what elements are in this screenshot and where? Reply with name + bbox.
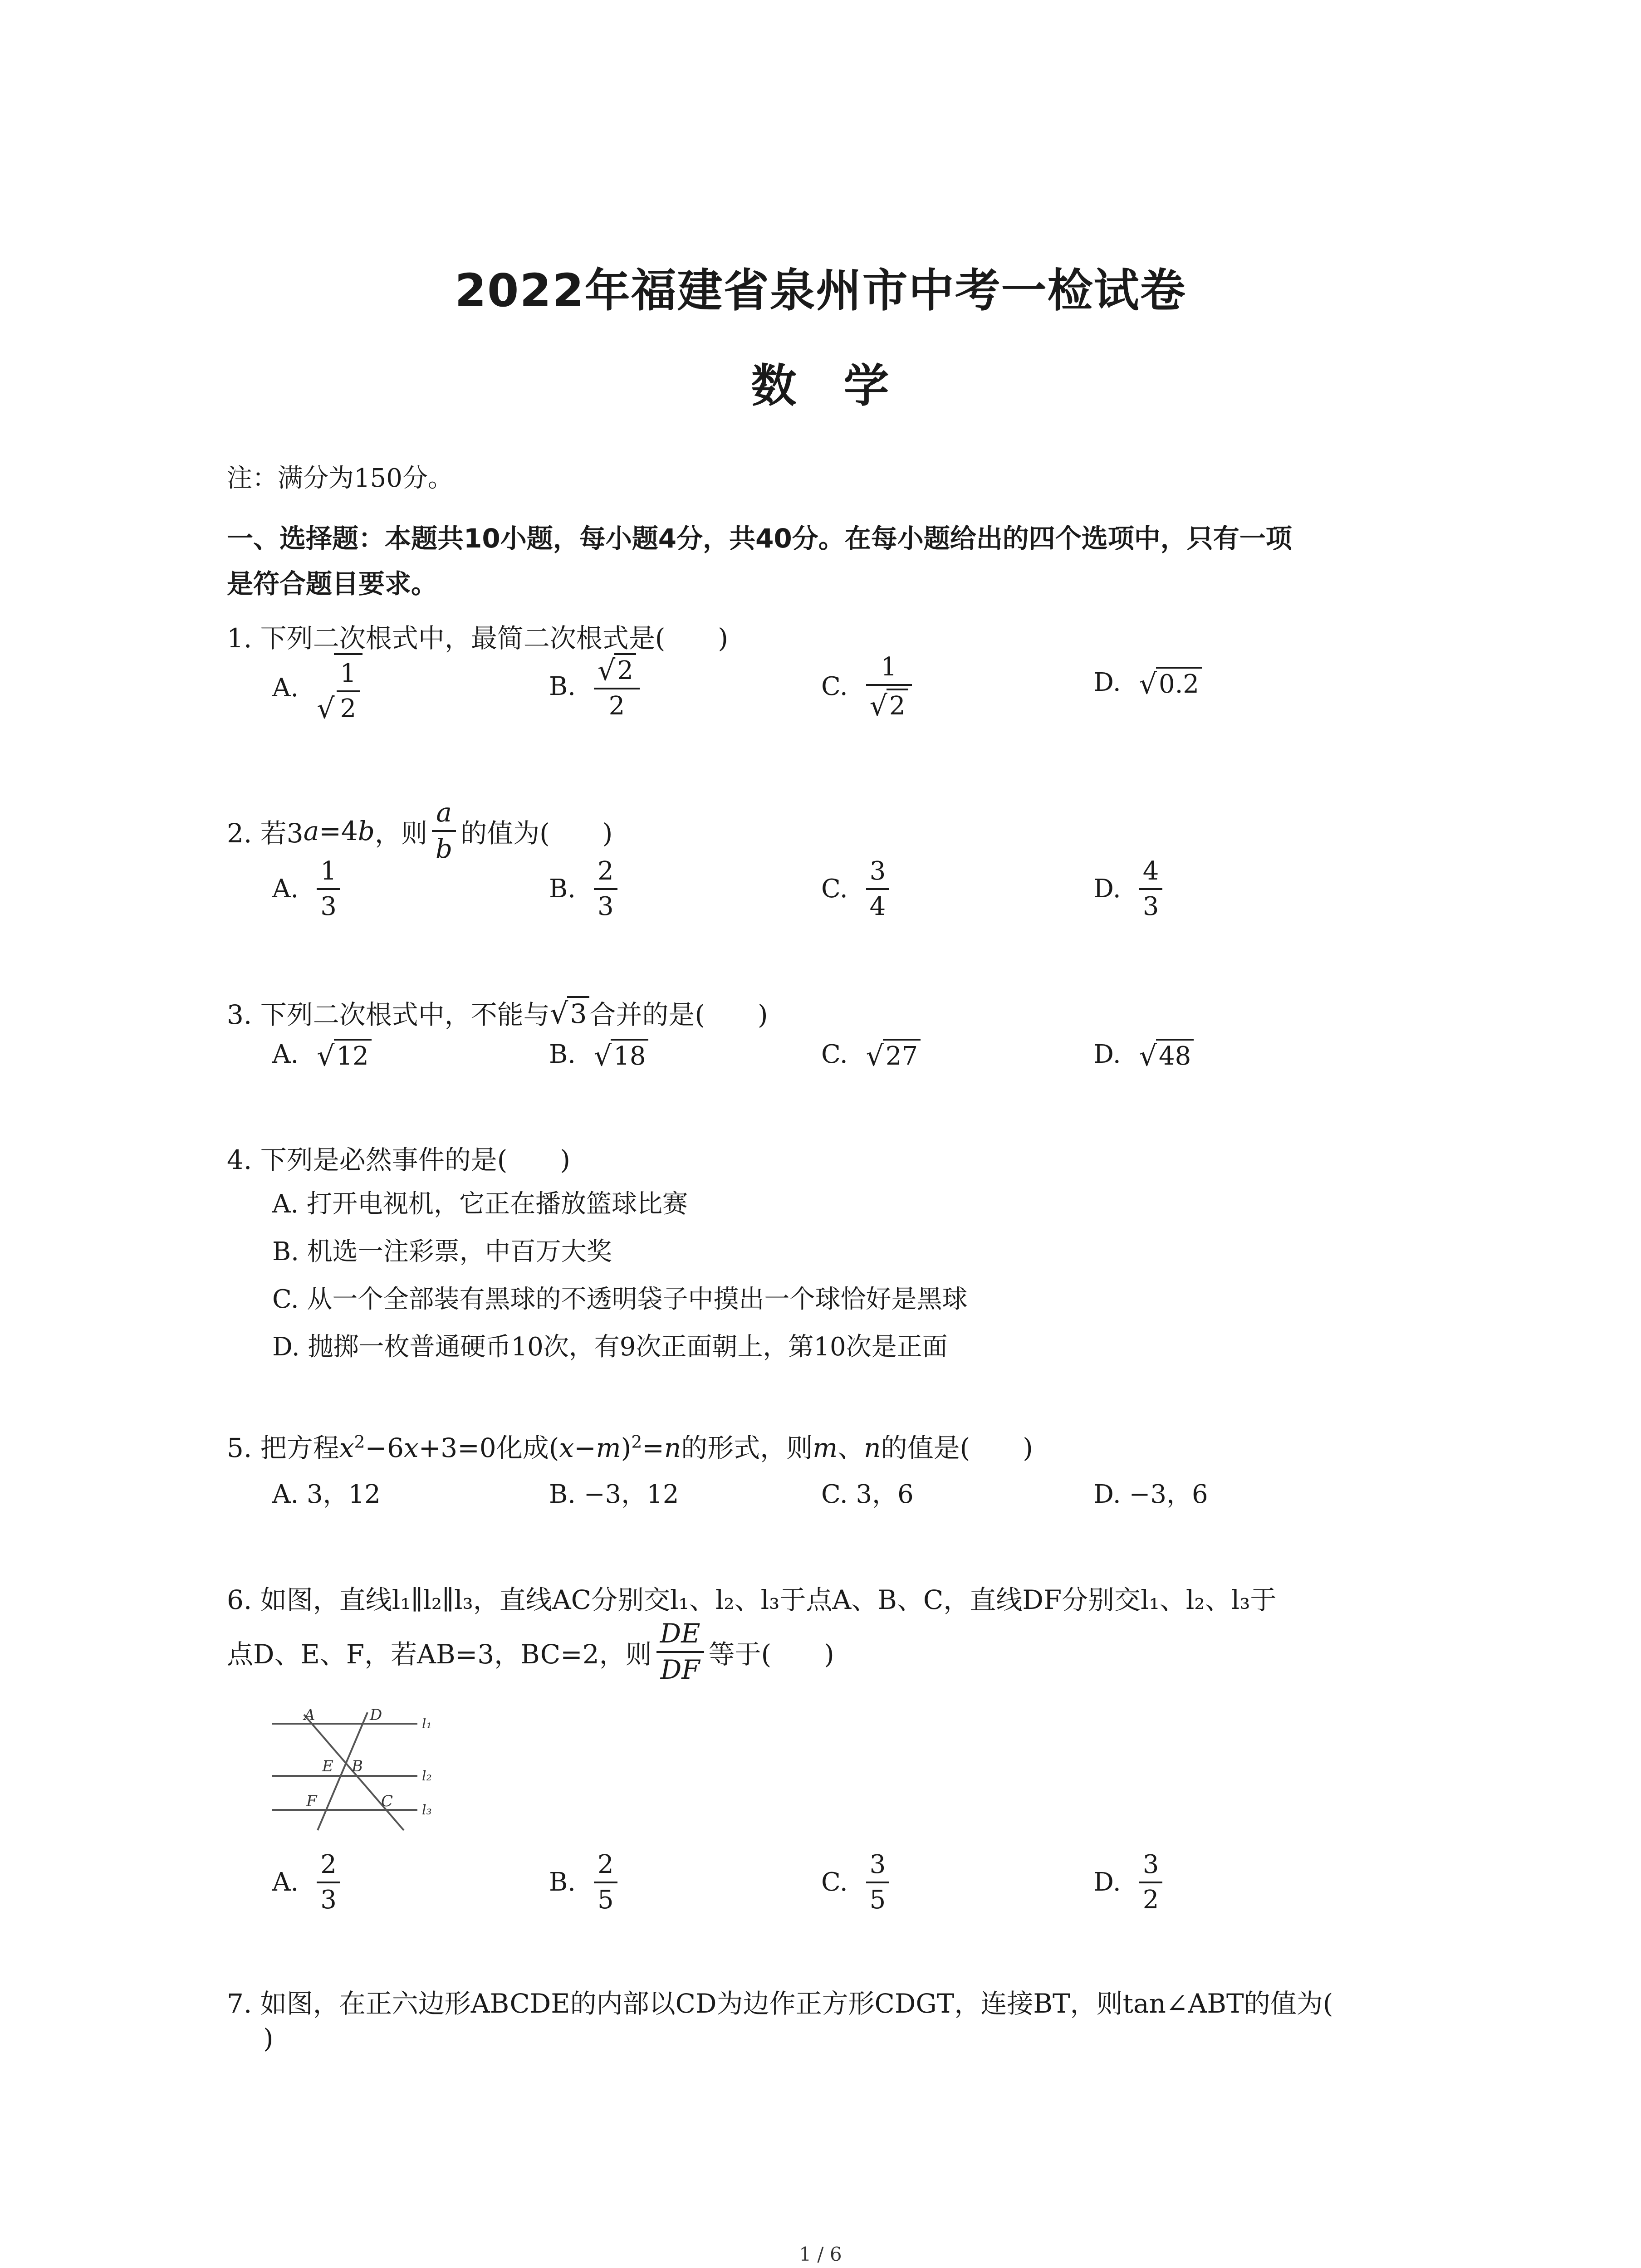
q6-option-d	[1093, 1851, 1167, 1914]
q4-stem: 4. 下列是必然事件的是( )	[227, 1144, 571, 1175]
fraction-denominator: 5	[869, 1885, 886, 1915]
option-label: C.	[821, 1040, 848, 1070]
label-C: C	[381, 1792, 393, 1810]
option-label: B.	[549, 672, 576, 702]
fraction-denominator: 2	[1142, 1885, 1159, 1915]
term-text: 的形式，则	[681, 1432, 813, 1463]
q2-option-d	[1093, 857, 1167, 920]
option-label: B.	[549, 1040, 576, 1070]
q5-option-c: C. 3，6	[821, 1480, 914, 1509]
radicand: 12	[334, 1039, 372, 1070]
q1-option-b	[549, 653, 644, 720]
fraction-denominator: 3	[597, 891, 614, 921]
variable: x	[403, 1432, 419, 1463]
fraction-numerator: a	[436, 797, 452, 828]
fraction-denominator: 5	[597, 1885, 614, 1915]
q3-stem-prefix: 3. 下列二次根式中，不能与	[227, 999, 550, 1030]
paren: )	[621, 1432, 632, 1463]
fraction: 1 √ 2	[866, 653, 912, 720]
q7-line2: )	[263, 2023, 274, 2054]
label-l2: l₂	[422, 1768, 432, 1784]
variable: x	[559, 1432, 574, 1463]
variable: m	[813, 1432, 838, 1463]
fraction-numerator: 1	[340, 659, 357, 688]
label-D: D	[370, 1706, 382, 1724]
q2-stem-suffix: 的值为( )	[460, 817, 613, 849]
q4-option-c: C. 从一个全部装有黑球的不透明袋子中摸出一个球恰好是黑球	[272, 1285, 968, 1314]
fraction-denominator: 4	[869, 891, 886, 921]
label-l1: l₁	[422, 1716, 432, 1732]
exponent: 2	[631, 1432, 642, 1452]
term-text: −6	[365, 1432, 404, 1463]
radicand: 2	[887, 689, 908, 720]
fraction-numerator: 3	[869, 856, 886, 886]
section-heading-line2: 是符合题目要求。	[227, 568, 438, 599]
page-subtitle: 数 学	[751, 359, 890, 412]
q6-line2	[227, 1619, 834, 1685]
q1-stem: 1. 下列二次根式中，最简二次根式是( )	[227, 623, 729, 654]
q6-option-c	[821, 1851, 894, 1914]
option-label: A.	[272, 1040, 299, 1070]
page-number: 1 / 6	[799, 2243, 842, 2265]
label-B: B	[352, 1757, 363, 1775]
q5-stem-prefix: 5. 把方程	[227, 1432, 339, 1463]
variable: b	[358, 815, 375, 846]
page-title: 2022年福建省泉州市中考一检试卷	[455, 264, 1186, 317]
fraction-denominator: 3	[320, 891, 337, 921]
q1-option-a	[272, 653, 362, 723]
q3-stem-suffix: 合并的是( )	[589, 999, 768, 1030]
variable: n	[864, 1432, 881, 1463]
equals-text: =4	[319, 815, 358, 846]
q4-option-a: A. 打开电视机，它正在播放篮球比赛	[272, 1189, 688, 1219]
q6-line2-prefix: 点D、E、F，若AB=3，BC=2，则	[227, 1638, 652, 1670]
q6-line2-suffix: 等于( )	[708, 1638, 834, 1670]
q3-option-c: C. √ 27	[821, 1039, 921, 1070]
q4-option-d: D. 抛掷一枚普通硬币10次，有9次正面朝上，第10次是正面	[272, 1332, 948, 1362]
variable: n	[664, 1432, 681, 1463]
fraction-numerator: 1	[320, 856, 337, 886]
q1-option-d: D. √ 0.2	[1093, 667, 1202, 699]
q5-stem	[227, 1427, 1033, 1465]
q2-option-c	[821, 857, 894, 920]
radicand: 3	[567, 996, 589, 1029]
fraction-numerator: 2	[320, 1850, 337, 1879]
fraction-numerator: 3	[1142, 1850, 1159, 1879]
fraction-denominator: 2	[340, 694, 357, 723]
fraction: √ 2 2	[594, 653, 640, 720]
label-F: F	[306, 1792, 317, 1810]
q2-stem	[227, 798, 612, 864]
exponent: 2	[354, 1432, 365, 1452]
option-label: B.	[549, 1867, 576, 1897]
fraction-numerator: 1	[881, 652, 897, 682]
label-l3: l₃	[422, 1802, 432, 1818]
fraction-denominator: 3	[1142, 891, 1159, 921]
q4-option-b: B. 机选一注彩票，中百万大奖	[272, 1237, 612, 1266]
label-A: A	[304, 1706, 315, 1724]
fraction-denominator: 3	[320, 1885, 337, 1915]
separator-text: 、	[838, 1432, 864, 1463]
parallel-lines-figure	[268, 1706, 458, 1837]
radicand: 27	[883, 1039, 921, 1070]
label-E: E	[322, 1757, 333, 1775]
section-heading-line1: 一、选择题：本题共10小题，每小题4分，共40分。在每小题给出的四个选项中，只有一项	[227, 523, 1292, 554]
fraction-numerator: 2	[597, 856, 614, 886]
q5-option-d: D. −3，6	[1093, 1480, 1208, 1509]
option-label: C.	[821, 1867, 848, 1897]
option-label: B.	[549, 874, 576, 904]
sqrt-expression: √ $\frac{1}{2}$	[317, 653, 362, 723]
fraction	[656, 1619, 704, 1685]
q3-stem: 3. 下列二次根式中，不能与 √ 3 合并的是( )	[227, 993, 768, 1031]
radicand: 0.2	[1156, 667, 1202, 699]
fraction-numerator: 4	[1142, 856, 1159, 886]
radicand: 18	[611, 1039, 648, 1070]
q6-option-b	[549, 1851, 622, 1914]
q6-option-a	[272, 1851, 345, 1914]
q7-line1: 7. 如图，在正六边形ABCDE的内部以CD为边作正方形CDGT，连接BT，则tan∠ABT的值为(	[227, 1988, 1333, 2019]
q6-line1: 6. 如图，直线l₁∥l₂∥l₃，直线AC分别交l₁、l₂、l₃于点A、B、C，直线DF分别交l₁、l₂、l₃于	[227, 1584, 1277, 1615]
option-label: D.	[1093, 1040, 1121, 1070]
variable: m	[596, 1432, 621, 1463]
q3-option-d: D. √ 48	[1093, 1039, 1194, 1070]
option-label: D.	[1093, 874, 1121, 904]
option-label: A.	[272, 1867, 299, 1897]
q3-option-b: B. √ 18	[549, 1039, 648, 1070]
fraction	[432, 798, 456, 864]
radicand: 48	[1156, 1039, 1194, 1070]
operator: −	[574, 1432, 596, 1463]
q5-option-a: A. 3，12	[272, 1480, 381, 1509]
q1-option-c	[821, 653, 916, 720]
option-label: C.	[821, 672, 848, 702]
fraction-denominator: DF	[660, 1654, 700, 1685]
score-note: 注：满分为150分。	[227, 464, 453, 493]
option-label: C.	[821, 874, 848, 904]
q2-option-a	[272, 857, 345, 920]
term-text: +3=0化成(	[418, 1432, 559, 1463]
separator-text: ，则	[374, 817, 427, 849]
q2-option-b	[549, 857, 622, 920]
q5-option-b: B. −3，12	[549, 1480, 679, 1509]
option-label: D.	[1093, 1867, 1121, 1897]
option-label: A.	[272, 874, 299, 904]
q5-stem-suffix: 的值是( )	[881, 1432, 1033, 1463]
fraction-denominator: b	[435, 833, 453, 864]
q3-option-a: A. √ 12	[272, 1039, 372, 1070]
option-label: D.	[1093, 668, 1121, 698]
fraction-numerator: 2	[597, 1850, 614, 1879]
q2-stem-prefix: 2. 若3	[227, 817, 304, 849]
variable: x	[339, 1432, 354, 1463]
operator: =	[642, 1432, 664, 1463]
radicand: 2	[614, 653, 636, 685]
option-label: A.	[272, 673, 299, 703]
fraction-denominator: 2	[608, 691, 625, 721]
variable: a	[303, 815, 319, 846]
fraction-numerator: 3	[869, 1850, 886, 1879]
fraction-numerator: DE	[660, 1618, 700, 1649]
